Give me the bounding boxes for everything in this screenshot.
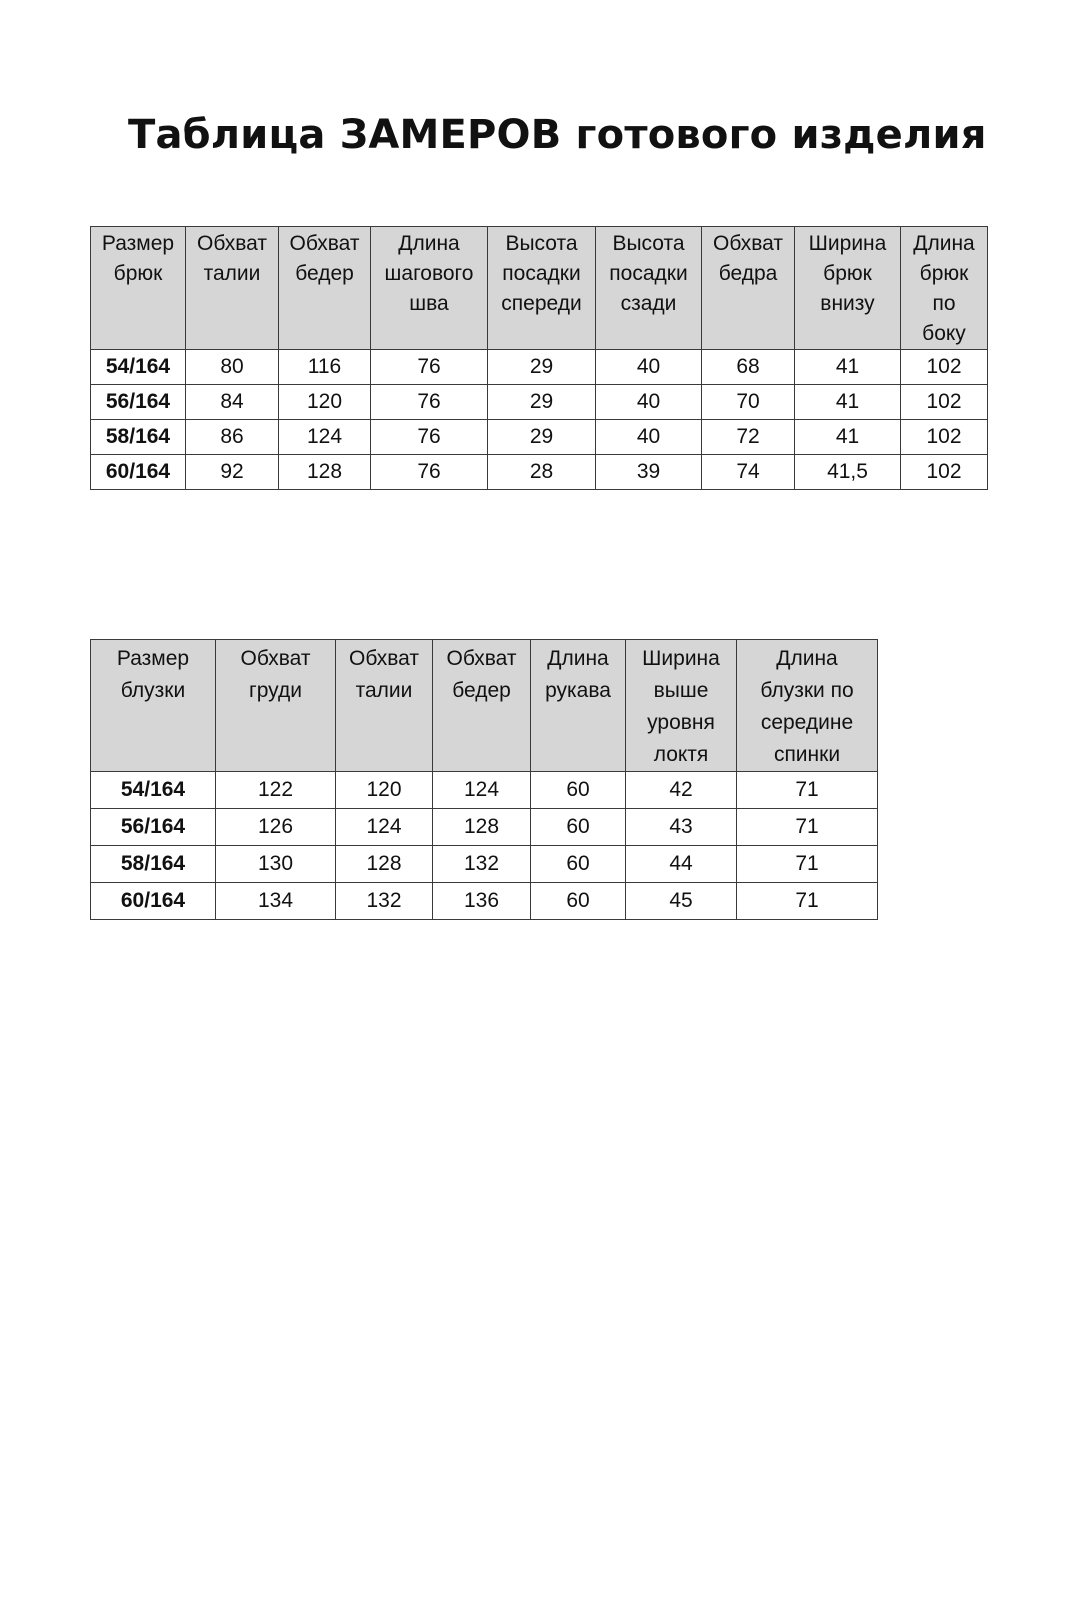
table-cell: 116 [279, 350, 371, 385]
column-header: Ширина выше уровня локтя [626, 640, 737, 772]
table-cell: 80 [186, 350, 279, 385]
table-cell: 102 [901, 385, 988, 420]
table-cell: 124 [336, 809, 433, 846]
table-cell: 41 [795, 385, 901, 420]
table-cell: 102 [901, 350, 988, 385]
blouse-measurements-table [90, 639, 878, 920]
table-cell: 68 [702, 350, 795, 385]
table-cell: 126 [216, 809, 336, 846]
table-row [91, 455, 988, 490]
table-cell: 29 [488, 350, 596, 385]
table-row [91, 420, 988, 455]
document-title: Таблица ЗАМЕРОВ готового изделия [128, 112, 987, 158]
column-header: Обхват талии [186, 227, 279, 350]
table-cell: 132 [336, 883, 433, 920]
size-cell: 56/164 [91, 385, 186, 420]
table-row [91, 350, 988, 385]
table-cell: 45 [626, 883, 737, 920]
table-cell: 60 [531, 846, 626, 883]
table-row [91, 809, 878, 846]
table-cell: 41 [795, 420, 901, 455]
column-header: Длина рукава [531, 640, 626, 772]
column-header: Длина шагового шва [371, 227, 488, 350]
column-header: Обхват талии [336, 640, 433, 772]
table-cell: 102 [901, 455, 988, 490]
table-cell: 71 [737, 809, 878, 846]
table-cell: 136 [433, 883, 531, 920]
column-header: Длина брюк по боку [901, 227, 988, 350]
table-cell: 76 [371, 455, 488, 490]
table-cell: 71 [737, 846, 878, 883]
table-row [91, 772, 878, 809]
column-header: Высота посадки сзади [596, 227, 702, 350]
trousers-measurements-table [90, 226, 988, 490]
table-cell: 41 [795, 350, 901, 385]
table-cell: 120 [336, 772, 433, 809]
column-header: Высота посадки спереди [488, 227, 596, 350]
table-header-row [91, 227, 988, 350]
table-row [91, 883, 878, 920]
table-cell: 39 [596, 455, 702, 490]
table-cell: 72 [702, 420, 795, 455]
table-cell: 130 [216, 846, 336, 883]
table-cell: 41,5 [795, 455, 901, 490]
table-cell: 74 [702, 455, 795, 490]
table-cell: 76 [371, 385, 488, 420]
column-header: Размер брюк [91, 227, 186, 350]
table-cell: 43 [626, 809, 737, 846]
table-cell: 71 [737, 772, 878, 809]
table-cell: 29 [488, 385, 596, 420]
table-cell: 70 [702, 385, 795, 420]
table-cell: 40 [596, 350, 702, 385]
column-header: Размер блузки [91, 640, 216, 772]
size-cell: 58/164 [91, 846, 216, 883]
table-cell: 128 [433, 809, 531, 846]
table-cell: 128 [336, 846, 433, 883]
table-cell: 128 [279, 455, 371, 490]
table-cell: 102 [901, 420, 988, 455]
table-cell: 124 [433, 772, 531, 809]
table-cell: 124 [279, 420, 371, 455]
table-cell: 132 [433, 846, 531, 883]
table-cell: 86 [186, 420, 279, 455]
column-header: Длина блузки по середине спинки [737, 640, 878, 772]
size-cell: 54/164 [91, 350, 186, 385]
size-cell: 54/164 [91, 772, 216, 809]
table-cell: 76 [371, 350, 488, 385]
table-cell: 60 [531, 809, 626, 846]
table-cell: 84 [186, 385, 279, 420]
table-cell: 122 [216, 772, 336, 809]
column-header: Обхват бедра [702, 227, 795, 350]
table-cell: 44 [626, 846, 737, 883]
table-cell: 28 [488, 455, 596, 490]
table-cell: 71 [737, 883, 878, 920]
size-cell: 56/164 [91, 809, 216, 846]
table-cell: 60 [531, 772, 626, 809]
table-cell: 40 [596, 420, 702, 455]
table-row [91, 385, 988, 420]
column-header: Обхват груди [216, 640, 336, 772]
table-header-row [91, 640, 878, 772]
column-header: Ширина брюк внизу [795, 227, 901, 350]
table-cell: 92 [186, 455, 279, 490]
size-cell: 60/164 [91, 883, 216, 920]
table-cell: 60 [531, 883, 626, 920]
column-header: Обхват бедер [433, 640, 531, 772]
column-header: Обхват бедер [279, 227, 371, 350]
size-cell: 58/164 [91, 420, 186, 455]
table-cell: 76 [371, 420, 488, 455]
table-cell: 42 [626, 772, 737, 809]
table-cell: 40 [596, 385, 702, 420]
table-cell: 29 [488, 420, 596, 455]
table-row [91, 846, 878, 883]
size-cell: 60/164 [91, 455, 186, 490]
table-cell: 134 [216, 883, 336, 920]
table-cell: 120 [279, 385, 371, 420]
